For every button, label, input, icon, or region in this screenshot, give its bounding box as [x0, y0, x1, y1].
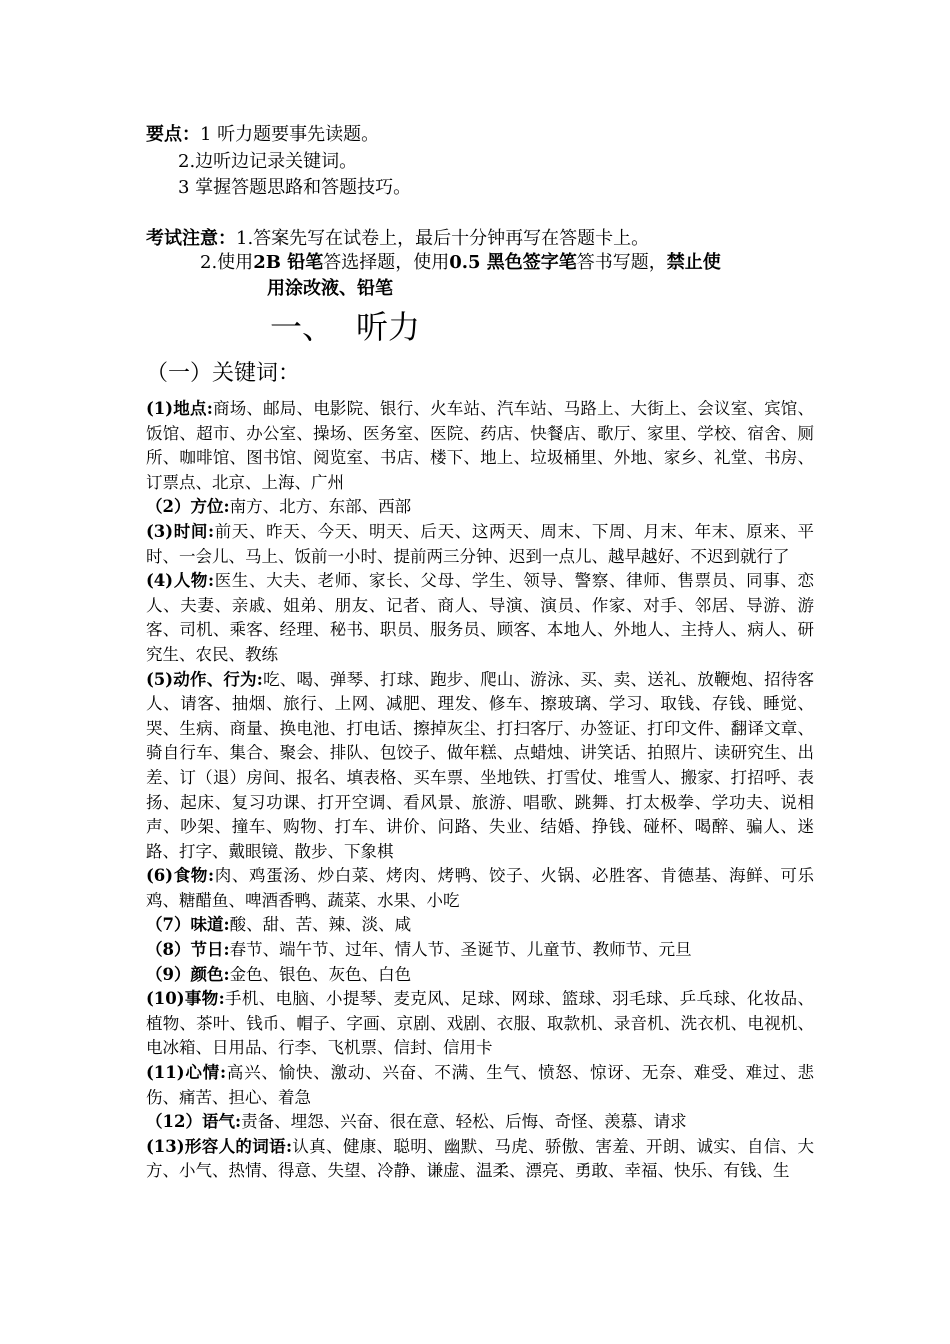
keyword-text: 金色、银色、灰色、白色 [229, 964, 412, 984]
points-line-1 [146, 122, 379, 147]
keyword-text: 肉、鸡蛋汤、炒白菜、烤肉、烤鸭、饺子、火锅、必胜客、肯德基、海鲜、可乐鸡、糖醋鱼、啤酒香鸭、蔬菜、水果、小吃 [146, 866, 815, 910]
points-item-3: 3 掌握答题思路和答题技巧。 [178, 177, 412, 198]
keyword-text: 吃、喝、弹琴、打球、跑步、爬山、游泳、买、卖、送礼、放鞭炮、招待客人、请客、抽烟、旅行、上网、减肥、理发、修车、擦玻璃、学习、取钱、存钱、睡觉、哭、生病、商量、换电池、打电话、擦掉灰尘、打扫客厅、办签证、打印文件、翻译文章、骑自行车、集合、聚会、排队、包饺子、做年糕、点蜡烛、讲笑话、拍照片、读研究生、出差、订（退）房间、报名、填表格、买车票、坐地铁、打雪仗、堆雪人、搬家、打招呼、表扬、起床、复习功课、打开空调、看风景、旅游、唱歌、跳舞、打太极拳、学功夫、说相声、吵架、撞车、购物、打车、讲价、问路、失业、结婚、挣钱、碰杯、喝醉、骗人、迷路、打字、戴眼镜、散步、下象棋 [146, 669, 815, 861]
keyword-text: 酸、甜、苦、辣、淡、咸 [229, 915, 412, 935]
keyword-label: （9）颜色: [146, 964, 230, 984]
keyword-text: 医生、大夫、老师、家长、父母、学生、领导、警察、律师、售票员、同事、恋人、夫妻、亲戚、姐弟、朋友、记者、商人、导演、演员、作家、对手、邻居、导游、游客、司机、乘客、经理、秘书、职员、服务员、顾客、本地人、外地人、主持人、病人、研究生、农民、教练 [146, 571, 815, 664]
keyword-label: (13)形容人的词语: [146, 1136, 293, 1156]
keyword-text: 春节、端午节、过年、情人节、圣诞节、儿童节、教师节、元旦 [229, 940, 692, 960]
keyword-paragraph [146, 397, 814, 495]
subsection-heading [146, 358, 300, 390]
keyword-paragraph [146, 913, 814, 938]
keyword-label: (6)食物: [146, 866, 215, 886]
points-label: 要点： [146, 124, 200, 145]
keyword-paragraph [146, 938, 814, 963]
points-item-1: 1 听力题要事先读题。 [200, 124, 380, 145]
keyword-text: 前天、昨天、今天、明天、后天、这两天、周末、下周、月末、年末、原来、平时、一会儿、马上、饭前一小时、提前两三分钟、迟到一点儿、越早越好、不迟到就行了 [146, 521, 815, 566]
keyword-text: 认真、健康、聪明、幽默、马虎、骄傲、害羞、开朗、诚实、自信、大方、小气、热情、得意、失望、冷静、谦虚、温柔、漂亮、勇敢、幸福、快乐、有钱、生 [146, 1136, 814, 1181]
keyword-label: (11)心情: [146, 1063, 227, 1083]
exam-notes-prohibit: 禁止使 [666, 252, 721, 273]
subsection-title: （一）关键词： [146, 361, 301, 386]
keyword-text: 高兴、愉快、激动、兴奋、不满、生气、愤怒、惊讶、无奈、难受、难过、悲伤、痛苦、担心、着急 [146, 1063, 814, 1107]
keyword-paragraph [146, 668, 814, 865]
keyword-label: (1)地点: [146, 399, 213, 418]
exam-notes-item-2-post: 答书写题， [576, 252, 667, 273]
keyword-paragraph [146, 1061, 814, 1110]
exam-notes-pencil: 2B 铅笔 [253, 252, 324, 273]
keyword-paragraph [146, 1135, 814, 1184]
section-number: 一、 [270, 308, 335, 346]
keyword-paragraph [146, 569, 814, 667]
keyword-paragraph [146, 987, 814, 1061]
keyword-text: 南方、北方、东部、西部 [229, 497, 412, 517]
exam-notes-label: 考试注意： [146, 228, 236, 249]
keyword-label: （2）方位: [146, 497, 230, 517]
keyword-paragraph [146, 963, 814, 988]
exam-notes-prohibit-cont: 用涂改液、铅笔 [267, 278, 393, 299]
keyword-paragraph [146, 1110, 814, 1135]
keyword-label: (10)事物: [146, 989, 225, 1009]
keyword-text: 商场、邮局、电影院、银行、火车站、汽车站、马路上、大街上、会议室、宾馆、饭馆、超市、办公室、操场、医务室、医院、药店、快餐店、歌厅、家里、学校、宿舍、厕所、咖啡馆、图书馆、阅览室、书店、楼下、地上、垃圾桶里、外地、家乡、礼堂、书房、订票点、北京、上海、广州 [146, 399, 815, 492]
keywords-list [146, 397, 814, 1184]
keyword-label: (5)动作、行为: [146, 669, 263, 689]
exam-notes-line-2 [200, 250, 721, 275]
keyword-label: (4)人物: [146, 571, 215, 591]
keyword-label: (3)时间: [146, 521, 215, 541]
keyword-text: 手机、电脑、小提琴、麦克风、足球、网球、篮球、羽毛球、乒乓球、化妆品、植物、茶叶、钱币、帽子、字画、京剧、戏剧、衣服、取款机、录音机、洗衣机、电视机、电冰箱、日用品、行李、飞机票、信封、信用卡 [146, 989, 815, 1058]
exam-notes-item-2-mid: 答选择题，使用 [323, 252, 450, 273]
keyword-paragraph [146, 520, 814, 569]
keyword-text: 责备、埋怨、兴奋、很在意、轻松、后悔、奇怪、羡慕、请求 [241, 1112, 687, 1132]
points-item-2: 2.边听边记录关键词。 [178, 151, 358, 172]
keyword-paragraph [146, 495, 814, 520]
points-line-2 [178, 149, 357, 174]
section-title: 听力 [356, 308, 421, 346]
exam-notes-line-3 [267, 276, 393, 301]
keyword-paragraph [146, 864, 814, 913]
exam-notes-item-1: 1.答案先写在试卷上，最后十分钟再写在答题卡上。 [236, 228, 650, 249]
keyword-label: （12）语气: [146, 1112, 242, 1132]
points-line-3 [178, 175, 411, 200]
exam-notes-item-2-pre: 2.使用 [200, 252, 254, 273]
keyword-label: （7）味道: [146, 915, 230, 935]
keyword-label: （8）节日: [146, 940, 230, 960]
exam-notes-line-1 [146, 226, 649, 251]
exam-notes-pen: 0.5 黑色签字笔 [449, 252, 577, 273]
section-heading [270, 305, 420, 349]
